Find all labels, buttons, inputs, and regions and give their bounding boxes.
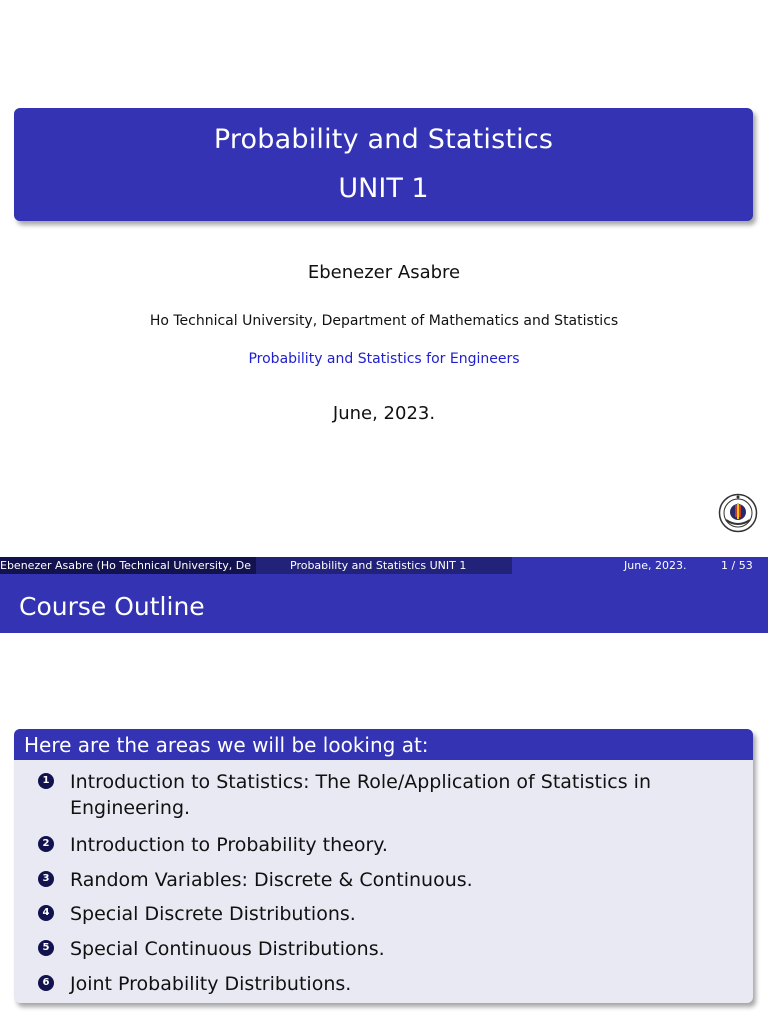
slide-footer [0, 557, 768, 574]
item-text: Introduction to Probability theory. [70, 834, 388, 856]
footer-date: June, 2023. [624, 559, 687, 572]
item-number: 5 [38, 940, 54, 956]
presentation-date: June, 2023. [332, 403, 436, 424]
block-header [14, 729, 753, 760]
frame-title-bar [0, 574, 768, 633]
item-text: Special Discrete Distributions. [70, 903, 356, 925]
outline-block [14, 729, 753, 1003]
footer-author: Ebenezer Asabre (Ho Technical University, De [0, 557, 256, 574]
item-number: 1 [38, 773, 54, 789]
footer-title: Probability and Statistics UNIT 1 [290, 559, 467, 572]
item-number: 4 [38, 905, 54, 921]
title-box [14, 108, 753, 221]
item-text: Joint Probability Distributions. [70, 973, 352, 995]
course-name: Probability and Statistics for Engineers [248, 351, 520, 367]
item-number: 2 [38, 836, 54, 852]
item-number: 3 [38, 871, 54, 887]
slide-title: Probability and Statistics [213, 124, 554, 155]
university-seal-icon [718, 493, 758, 533]
footer-date-cell [512, 557, 768, 574]
author-name: Ebenezer Asabre [307, 262, 461, 283]
block-title: Here are the areas we will be looking at: [24, 733, 429, 757]
institute-name: Ho Technical University, Department of Mathematics and Statistics [149, 313, 619, 329]
item-text: Introduction to Statistics: The Role/Application of Statistics in Engineering. [70, 771, 651, 819]
footer-title-cell [256, 557, 512, 574]
item-text: Special Continuous Distributions. [70, 938, 385, 960]
slide-subtitle: UNIT 1 [338, 173, 429, 204]
item-text: Random Variables: Discrete & Continuous. [70, 869, 473, 891]
frame-title: Course Outline [19, 592, 205, 621]
page-number: 1 / 53 [721, 559, 753, 572]
item-number: 6 [38, 975, 54, 991]
